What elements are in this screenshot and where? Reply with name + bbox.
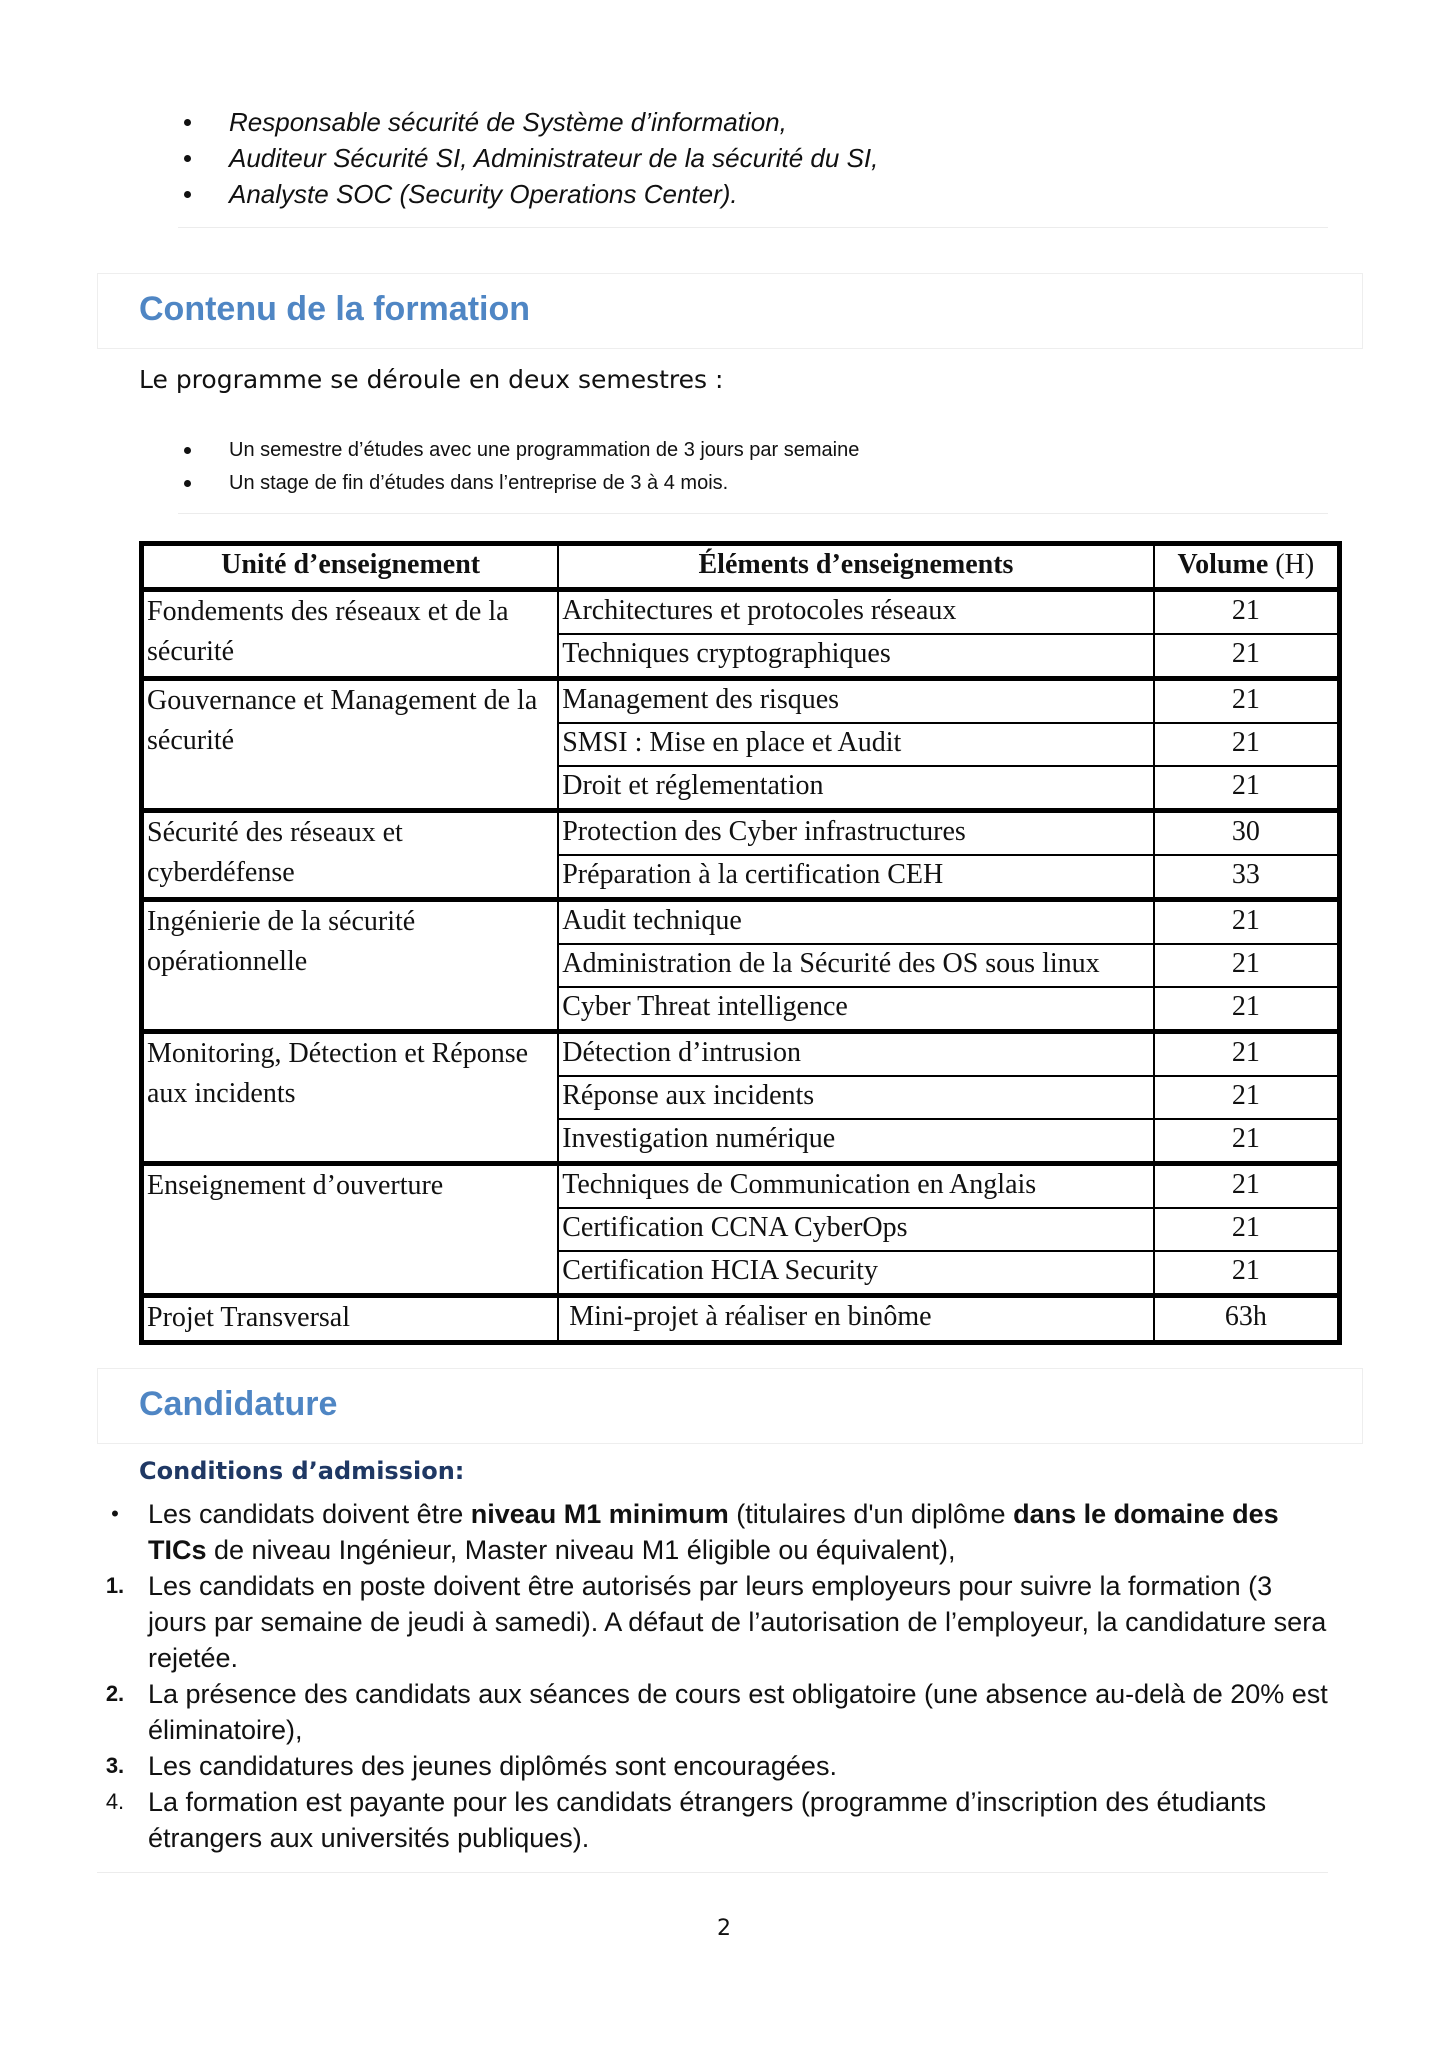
element-cell: Réponse aux incidents	[558, 1076, 1153, 1119]
element-cell: Architectures et protocoles réseaux	[558, 590, 1153, 635]
element-cell: Mini-projet à réaliser en binôme	[558, 1296, 1153, 1343]
text-run: (titulaires d'un diplôme	[728, 1499, 1014, 1529]
emphasis-text: niveau M1 minimum	[470, 1499, 729, 1529]
volume-cell: 21	[1154, 1032, 1340, 1077]
list-marker: •	[111, 1501, 119, 1526]
element-cell: Audit technique	[558, 900, 1153, 945]
section-title: Contenu de la formation	[139, 290, 530, 328]
top-role-list	[187, 104, 1087, 212]
admission-conditions-list	[104, 1496, 1334, 1856]
unit-cell: Ingénierie de la sécurité opérationnelle	[142, 900, 559, 1032]
list-marker: 2.	[105, 1681, 125, 1706]
element-cell: Management des risques	[558, 679, 1153, 724]
text-run: La présence des candidats aux séances de cours est obligatoire (une absence au-delà de 20% est éliminatoire),	[148, 1679, 1328, 1745]
list-item-text	[148, 1571, 1326, 1673]
volume-cell: 21	[1154, 766, 1340, 811]
text-run: de niveau Ingénieur, Master niveau M1 éligible ou équivalent),	[206, 1535, 956, 1565]
section-header-candidature	[97, 1368, 1363, 1444]
volume-cell: 21	[1154, 634, 1340, 679]
list-item-text	[148, 1679, 1328, 1745]
list-item-text	[148, 1751, 837, 1781]
unit-cell: Projet Transversal	[142, 1296, 559, 1343]
volume-cell: 21	[1154, 1208, 1340, 1251]
table-row	[142, 590, 1340, 635]
program-table	[139, 541, 1342, 1345]
volume-cell: 21	[1154, 1076, 1340, 1119]
element-cell: Techniques cryptographiques	[558, 634, 1153, 679]
program-intro: Le programme se déroule en deux semestres :	[139, 365, 724, 394]
list-item: Responsable sécurité de Système d’information,	[187, 104, 1087, 140]
list-item: Auditeur Sécurité SI, Administrateur de la sécurité du SI,	[187, 140, 1087, 176]
list-item	[104, 1568, 1334, 1676]
list-item-text	[148, 1787, 1266, 1853]
element-cell: Détection d’intrusion	[558, 1032, 1153, 1077]
divider	[178, 513, 1328, 514]
table-header-row	[142, 544, 1340, 590]
page-number: 2	[717, 1916, 731, 1941]
element-cell: Droit et réglementation	[558, 766, 1153, 811]
list-item: Analyste SOC (Security Operations Center).	[187, 176, 1087, 212]
volume-cell: 21	[1154, 723, 1340, 766]
header-elements: Éléments d’enseignements	[558, 544, 1153, 590]
list-item	[104, 1784, 1334, 1856]
text-run: Les candidats doivent être	[148, 1499, 471, 1529]
unit-cell: Gouvernance et Management de la sécurité	[142, 679, 559, 811]
element-cell: Préparation à la certification CEH	[558, 855, 1153, 900]
element-cell: Cyber Threat intelligence	[558, 987, 1153, 1032]
element-cell: Certification HCIA Security	[558, 1251, 1153, 1296]
volume-cell: 33	[1154, 855, 1340, 900]
volume-cell: 21	[1154, 987, 1340, 1032]
list-item	[104, 1676, 1334, 1748]
element-cell: Administration de la Sécurité des OS sous linux	[558, 944, 1153, 987]
divider	[97, 1872, 1328, 1873]
element-cell: SMSI : Mise en place et Audit	[558, 723, 1153, 766]
list-item: Un stage de fin d’études dans l’entreprise de 3 à 4 mois.	[187, 467, 1187, 500]
section-title: Candidature	[139, 1385, 338, 1423]
emphasis-text: dans le domaine des TICs	[148, 1499, 1279, 1565]
table-row	[142, 1032, 1340, 1077]
table-row	[142, 1296, 1340, 1343]
element-cell: Certification CCNA CyberOps	[558, 1208, 1153, 1251]
volume-cell: 21	[1154, 679, 1340, 724]
list-item: Un semestre d’études avec une programmation de 3 jours par semaine	[187, 434, 1187, 467]
element-cell: Techniques de Communication en Anglais	[558, 1164, 1153, 1209]
admission-subtitle: Conditions d’admission:	[139, 1457, 465, 1485]
unit-cell: Fondements des réseaux et de la sécurité	[142, 590, 559, 679]
element-cell: Investigation numérique	[558, 1119, 1153, 1164]
element-cell: Protection des Cyber infrastructures	[558, 811, 1153, 856]
section-header-contenu	[97, 273, 1363, 349]
list-marker: 4.	[105, 1789, 125, 1814]
volume-cell: 21	[1154, 1164, 1340, 1209]
unit-cell: Monitoring, Détection et Réponse aux incidents	[142, 1032, 559, 1164]
divider	[178, 227, 1328, 228]
list-item-text	[148, 1499, 1279, 1565]
text-run: La formation est payante pour les candidats étrangers (programme d’inscription des étudiants étrangers aux universités publiques).	[148, 1787, 1267, 1853]
text-run: Les candidats en poste doivent être autorisés par leurs employeurs pour suivre la formation (3 jours par semaine de jeudi à samedi). A défaut de l’autorisation de l’employeur, la candidature sera rejetée.	[148, 1571, 1327, 1673]
table-row	[142, 811, 1340, 856]
header-unit: Unité d’enseignement	[142, 544, 559, 590]
list-marker: 3.	[105, 1753, 125, 1778]
program-bullets	[187, 434, 1187, 500]
unit-cell: Sécurité des réseaux et cyberdéfense	[142, 811, 559, 900]
volume-cell: 63h	[1154, 1296, 1340, 1343]
volume-cell: 21	[1154, 944, 1340, 987]
unit-cell: Enseignement d’ouverture	[142, 1164, 559, 1296]
text-run: Les candidatures des jeunes diplômés sont encouragées.	[148, 1751, 837, 1781]
table-row	[142, 900, 1340, 945]
volume-cell: 30	[1154, 811, 1340, 856]
list-marker: 1.	[105, 1573, 125, 1598]
volume-cell: 21	[1154, 1251, 1340, 1296]
volume-cell: 21	[1154, 900, 1340, 945]
volume-cell: 21	[1154, 590, 1340, 635]
table-row	[142, 1164, 1340, 1209]
table-row	[142, 679, 1340, 724]
list-item	[104, 1496, 1334, 1568]
list-item	[104, 1748, 1334, 1784]
header-volume: Volume (H)	[1154, 544, 1340, 590]
volume-cell: 21	[1154, 1119, 1340, 1164]
